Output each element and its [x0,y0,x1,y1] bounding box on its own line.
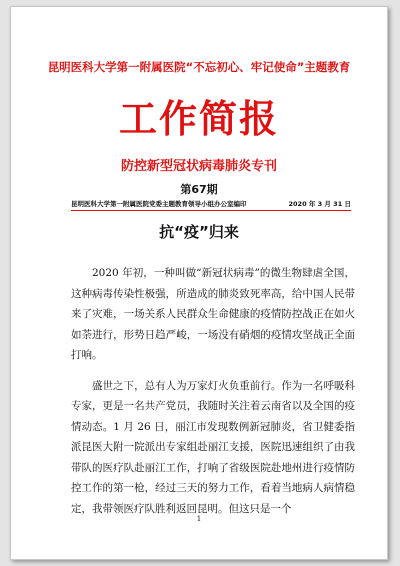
header-banner: 昆明医科大学第一附属医院“不忘初心、牢记使命”主题教育 [47,60,351,74]
page-number: 1 [196,515,202,523]
publication-meta [71,199,351,208]
issue-number: 第67期 [180,183,218,196]
article-title: 抗“疫”归来 [159,223,239,241]
paragraph: 盛世之下，总有人为万家灯火负重前行。作为一名呼吸科专家，更是一名共产党员，我随时关注着云南省以及全国的疫情动态。1 月 26 日，丽江市发现数例新冠肺炎，省卫健委指派昆医大附一院派出专家组赴丽江支援，医院迅速组织了由我带队的医疗队赴丽江工作，打响了省级医院赴地州进行疫情防控工作的第一枪，经过三天的努力工作，看着当地病人病情稳定，我带领医疗队胜利返回昆明。但这只是一个 [71,379,355,515]
publication-date: 2020 年 3 月 31 日 [288,200,351,208]
header-divider [71,210,351,211]
document-page [10,6,388,560]
article-body [71,263,355,529]
publisher-label: 昆明医科大学第一附属医院党委主题教育领导小组办公室编印 [71,200,247,208]
special-issue-subtitle: 防控新型冠状病毒肺炎专刊 [120,159,277,174]
paragraph: 2020 年初，一种叫做“新冠状病毒”的微生物肆虐全国，这种病毒传染性极强，所造成的肺炎致死率高，给中国人民带来了灾难，一场关系人民群众生命健康的疫情防控战正在如火如荼进行，形势日趋严峻，一场没有硝烟的疫情攻坚战正全面打响。 [71,267,355,361]
page-title: 工作简报 [118,97,279,141]
